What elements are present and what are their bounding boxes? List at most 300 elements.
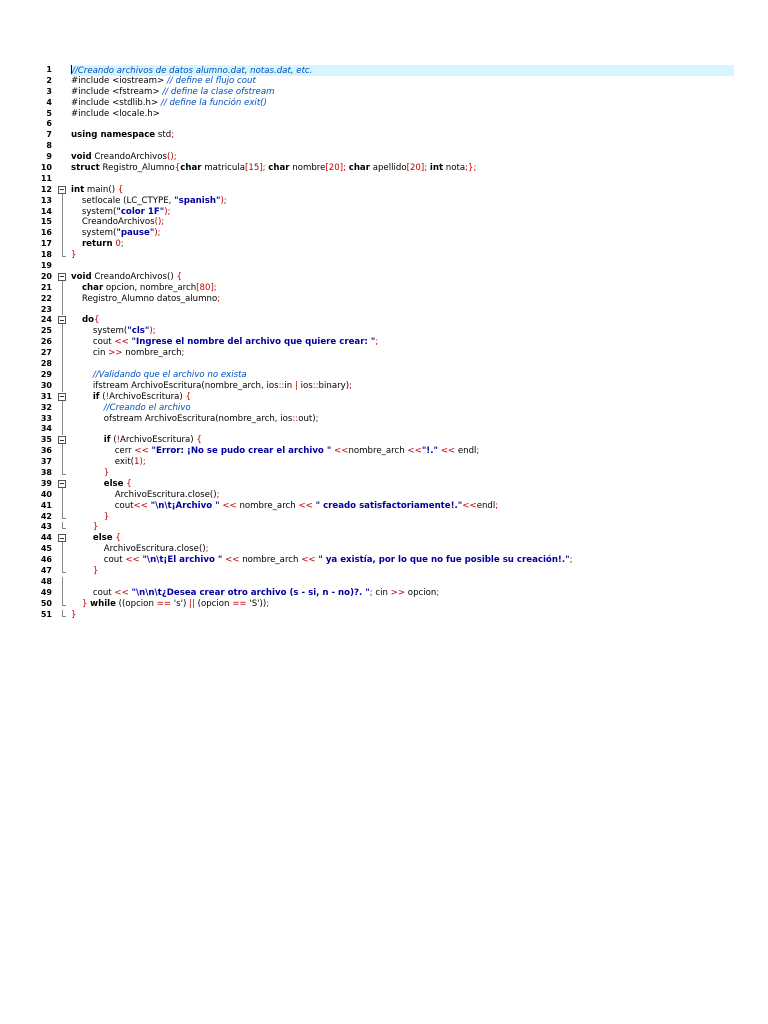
line-gutter <box>34 228 70 239</box>
code-token: ); <box>164 206 171 217</box>
code-token <box>71 403 104 413</box>
code-token: "\n\t¡El archivo " <box>142 555 223 566</box>
code-token: { <box>185 391 191 402</box>
code-token: ; <box>476 446 480 457</box>
code-token: ; <box>315 413 319 424</box>
code-token: system( <box>71 228 117 239</box>
code-token: } <box>71 250 77 261</box>
code-token: { <box>174 163 181 174</box>
code-token: ; <box>436 587 440 598</box>
code-token: ; <box>495 500 499 511</box>
code-line[interactable] <box>34 577 734 588</box>
code-token: 1 <box>134 457 140 468</box>
code-line[interactable] <box>34 87 734 98</box>
code-line[interactable] <box>34 501 734 512</box>
line-gutter <box>34 435 70 446</box>
code-text <box>71 403 191 414</box>
code-token: { <box>94 315 100 326</box>
code-text <box>71 533 121 544</box>
line-gutter <box>34 490 70 501</box>
code-token <box>71 239 82 249</box>
line-number: 46 <box>40 555 52 565</box>
code-token: ofstream ArchivoEscritura(nombre_arch, ios <box>71 413 293 424</box>
code-token: nombre <box>289 163 326 174</box>
code-token: ; <box>349 380 352 391</box>
code-token: << <box>334 446 349 457</box>
code-token: | <box>294 380 298 391</box>
code-token: else <box>103 478 124 489</box>
code-token: [ <box>245 163 249 174</box>
code-line[interactable] <box>34 359 734 370</box>
line-number: 2 <box>46 75 52 85</box>
code-line[interactable] <box>34 555 734 566</box>
code-listing <box>34 65 734 620</box>
code-token: return <box>81 239 113 250</box>
code-token: ArchivoEscritura.close() <box>71 489 217 500</box>
code-token: exit( <box>71 457 135 468</box>
code-line[interactable] <box>34 533 734 544</box>
fold-guide-icon <box>62 446 63 457</box>
code-token: :: <box>278 380 285 391</box>
fold-guide-icon <box>62 381 63 392</box>
code-token: ); <box>154 228 161 239</box>
line-number: 28 <box>40 359 52 369</box>
fold-guide-icon <box>62 228 63 239</box>
line-number: 37 <box>40 457 52 467</box>
fold-collapse-icon[interactable] <box>58 393 66 401</box>
code-token: " creado satisfactoriamente!." <box>315 500 463 511</box>
fold-guide-icon <box>62 588 63 599</box>
code-token: } <box>81 598 88 609</box>
code-token <box>71 522 93 532</box>
code-line[interactable] <box>34 228 734 239</box>
line-number: 9 <box>46 152 52 162</box>
fold-collapse-icon[interactable] <box>58 186 66 194</box>
code-token: (opcion <box>194 598 233 609</box>
code-token: nombre_arch <box>236 500 299 511</box>
code-token: CreandoArchivos <box>71 217 155 228</box>
code-token: // define la clase ofstream <box>162 86 275 97</box>
code-line[interactable] <box>34 588 734 599</box>
code-text <box>71 370 247 381</box>
code-text <box>71 490 219 501</box>
line-gutter <box>34 501 70 512</box>
fold-collapse-icon[interactable] <box>58 316 66 324</box>
fold-guide-icon <box>62 326 63 337</box>
line-gutter <box>34 196 70 207</box>
code-token: "\n\n\t¿Desea crear otro archivo (s - si, n - no)?. " <box>131 587 370 598</box>
code-line[interactable] <box>34 152 734 163</box>
code-token: >> <box>108 348 123 359</box>
code-token: || <box>189 598 195 609</box>
fold-end-icon <box>62 616 66 617</box>
code-token <box>71 599 82 609</box>
code-line[interactable] <box>34 392 734 403</box>
code-token: system( <box>71 206 117 217</box>
code-text <box>71 544 209 555</box>
code-text <box>71 501 498 512</box>
code-token: cout <box>71 337 115 348</box>
code-token: apellido <box>369 163 407 174</box>
code-line[interactable] <box>34 414 734 425</box>
code-token: ); <box>139 457 146 468</box>
fold-end-icon <box>62 256 66 257</box>
code-token: [ <box>325 163 329 174</box>
code-token: #include <locale.h> <box>71 108 160 119</box>
code-token: endl <box>455 446 477 457</box>
line-gutter <box>34 446 70 457</box>
code-token: << <box>125 555 140 566</box>
code-text <box>71 479 132 490</box>
code-text <box>71 217 164 228</box>
code-token: ; <box>375 337 379 348</box>
code-token: if <box>92 391 100 402</box>
code-token: system( <box>71 326 128 337</box>
fold-guide-icon <box>62 424 63 435</box>
code-text <box>71 599 269 610</box>
line-number: 26 <box>40 337 52 347</box>
line-gutter <box>34 250 70 261</box>
code-token: #include <stdlib.h> <box>71 97 161 108</box>
code-line[interactable] <box>34 315 734 326</box>
code-line[interactable] <box>34 446 734 457</box>
line-gutter <box>34 294 70 305</box>
code-token: void <box>71 271 92 282</box>
code-line[interactable] <box>34 599 734 610</box>
code-token: } <box>103 467 110 478</box>
code-token: 'S')) <box>246 598 267 609</box>
code-token: (); <box>167 152 177 163</box>
code-token: << <box>225 555 240 566</box>
code-token: :: <box>312 380 319 391</box>
line-number: 10 <box>40 163 52 173</box>
code-line[interactable] <box>34 544 734 555</box>
code-token: nombre_arch <box>348 446 408 457</box>
code-text <box>71 250 76 261</box>
code-token: ; <box>205 544 209 555</box>
line-number: 4 <box>46 97 52 107</box>
code-token: ((opcion <box>115 598 157 609</box>
code-token: == <box>156 598 172 609</box>
line-gutter <box>34 544 70 555</box>
code-line[interactable] <box>34 348 734 359</box>
code-token: "\n\t¡Archivo " <box>150 500 220 511</box>
code-line[interactable] <box>34 490 734 501</box>
code-token: "!." <box>421 446 438 457</box>
code-token: ifstream ArchivoEscritura(nombre_arch, ios <box>71 380 279 391</box>
code-token <box>71 370 93 380</box>
code-line[interactable] <box>34 141 734 152</box>
line-number: 11 <box>40 173 52 183</box>
code-text <box>71 315 99 326</box>
fold-guide-icon <box>62 403 63 414</box>
code-line[interactable] <box>34 65 734 76</box>
code-line[interactable] <box>34 76 734 87</box>
fold-collapse-icon[interactable] <box>58 534 66 542</box>
fold-guide-icon <box>62 555 63 566</box>
code-line[interactable] <box>34 109 734 120</box>
line-number: 33 <box>40 413 52 423</box>
code-line[interactable] <box>34 163 734 174</box>
line-number: 35 <box>40 435 52 445</box>
line-number: 31 <box>40 391 52 401</box>
line-gutter <box>34 610 70 621</box>
code-text <box>71 87 274 98</box>
code-line[interactable] <box>34 457 734 468</box>
line-number: 7 <box>46 130 52 140</box>
code-token: << <box>462 500 477 511</box>
code-line[interactable] <box>34 294 734 305</box>
fold-guide-icon <box>62 348 63 359</box>
code-token: ios <box>297 380 313 391</box>
line-number: 42 <box>40 511 52 521</box>
line-number: 40 <box>40 489 52 499</box>
code-line[interactable] <box>34 185 734 196</box>
line-gutter <box>34 217 70 228</box>
line-gutter <box>34 76 70 87</box>
code-token: char <box>81 282 104 293</box>
line-number: 15 <box>40 217 52 227</box>
code-token <box>71 479 104 489</box>
code-token: CreandoArchivos() <box>91 271 177 282</box>
code-token: struct <box>71 163 100 174</box>
code-token: // define la función exit() <box>160 97 267 108</box>
fold-end-icon <box>62 528 66 529</box>
code-line[interactable] <box>34 207 734 218</box>
line-gutter <box>34 566 70 577</box>
code-line[interactable] <box>34 261 734 272</box>
line-number: 41 <box>40 500 52 510</box>
code-token: } <box>92 522 99 533</box>
code-token: { <box>115 533 121 544</box>
code-token: } <box>71 609 77 620</box>
line-gutter <box>34 588 70 599</box>
code-text <box>71 414 319 425</box>
code-token: } <box>92 565 99 576</box>
code-token: int <box>429 163 444 174</box>
code-token: ( <box>110 435 117 446</box>
fold-guide-icon <box>62 239 63 250</box>
code-token: "Ingrese el nombre del archivo que quiere crear: " <box>131 337 376 348</box>
code-token: ; <box>369 587 373 598</box>
code-token: main() <box>84 184 118 195</box>
code-line[interactable] <box>34 272 734 283</box>
code-token: char <box>180 163 202 174</box>
code-token: ( <box>99 391 106 402</box>
code-token: ; <box>266 598 270 609</box>
code-token <box>71 283 82 293</box>
fold-guide-icon <box>62 196 63 207</box>
line-gutter <box>34 141 70 152</box>
code-text <box>71 446 479 457</box>
line-number: 12 <box>40 184 52 194</box>
code-line[interactable] <box>34 370 734 381</box>
line-gutter <box>34 207 70 218</box>
line-gutter <box>34 185 70 196</box>
code-line[interactable] <box>34 130 734 141</box>
line-gutter <box>34 577 70 588</box>
fold-guide-icon <box>62 217 63 228</box>
code-token: while <box>90 598 116 609</box>
line-number: 34 <box>40 424 52 434</box>
code-text <box>71 196 227 207</box>
code-token: << <box>440 446 456 457</box>
fold-guide-icon <box>62 305 63 316</box>
code-line[interactable] <box>34 305 734 316</box>
code-text <box>71 337 378 348</box>
code-token: Registro_Alumno <box>99 163 175 174</box>
code-token: << <box>298 500 313 511</box>
code-line[interactable] <box>34 250 734 261</box>
line-gutter <box>34 392 70 403</box>
code-token: Registro_Alumno datos_alumno <box>71 293 218 304</box>
fold-collapse-icon[interactable] <box>58 436 66 444</box>
code-token: //Creando archivos de datos alumno.dat, notas.dat, etc. <box>72 66 313 76</box>
code-text <box>71 435 202 446</box>
line-gutter <box>34 326 70 337</box>
code-line[interactable] <box>34 403 734 414</box>
code-line[interactable] <box>34 512 734 523</box>
line-number: 36 <box>40 446 52 456</box>
code-token: (); <box>154 217 165 228</box>
line-number: 27 <box>40 348 52 358</box>
line-gutter <box>34 359 70 370</box>
code-line[interactable] <box>34 196 734 207</box>
code-token: << <box>222 500 237 511</box>
fold-end-icon <box>62 474 66 475</box>
line-gutter <box>34 348 70 359</box>
line-number: 24 <box>40 315 52 325</box>
line-number: 5 <box>46 108 52 118</box>
code-line[interactable] <box>34 217 734 228</box>
code-token: nota <box>443 163 466 174</box>
line-number: 17 <box>40 239 52 249</box>
code-token: ); <box>149 326 156 337</box>
code-token: ; <box>216 489 220 500</box>
code-token <box>71 392 93 402</box>
code-text <box>71 381 352 392</box>
code-token: binary) <box>318 380 350 391</box>
code-token: in <box>284 380 295 391</box>
code-line[interactable] <box>34 283 734 294</box>
code-token: 20 <box>328 163 340 174</box>
fold-collapse-icon[interactable] <box>58 273 66 281</box>
code-token: ; <box>120 239 124 250</box>
fold-collapse-icon[interactable] <box>58 480 66 488</box>
code-line[interactable] <box>34 424 734 435</box>
code-token: ; <box>171 130 175 141</box>
code-text <box>71 348 184 359</box>
code-token: endl <box>476 500 496 511</box>
line-gutter <box>34 152 70 163</box>
line-number: 6 <box>46 119 52 129</box>
line-number: 29 <box>40 369 52 379</box>
code-token: 's') <box>171 598 190 609</box>
line-number: 1 <box>46 65 52 74</box>
fold-guide-icon <box>62 501 63 512</box>
code-text <box>71 555 573 566</box>
code-token: << <box>407 446 422 457</box>
code-line[interactable] <box>34 522 734 533</box>
line-number: 14 <box>40 206 52 216</box>
code-token: opcion, nombre_arch <box>103 282 197 293</box>
code-token <box>71 566 93 576</box>
code-text <box>71 457 146 468</box>
line-gutter <box>34 533 70 544</box>
code-text <box>71 152 177 163</box>
line-number: 38 <box>40 467 52 477</box>
line-number: 23 <box>40 304 52 314</box>
code-line[interactable] <box>34 239 734 250</box>
code-token: void <box>71 152 92 163</box>
code-token: ]; <box>420 163 428 174</box>
code-token: CreandoArchivos <box>91 152 168 163</box>
code-token: ; <box>217 293 221 304</box>
line-gutter <box>34 305 70 316</box>
line-number: 30 <box>40 380 52 390</box>
code-text <box>71 98 267 109</box>
code-text <box>71 588 439 599</box>
fold-guide-icon <box>62 490 63 501</box>
fold-guide-icon <box>62 337 63 348</box>
line-number: 8 <box>46 141 52 151</box>
line-number: 3 <box>46 86 52 96</box>
code-token: char <box>348 163 370 174</box>
fold-guide-icon <box>62 414 63 425</box>
line-gutter <box>34 414 70 425</box>
code-token: 15 <box>248 163 260 174</box>
code-line[interactable] <box>34 174 734 185</box>
line-gutter <box>34 174 70 185</box>
code-token: char <box>268 163 290 174</box>
code-line[interactable] <box>34 468 734 479</box>
code-token: "pause" <box>116 228 155 239</box>
fold-end-icon <box>62 572 66 573</box>
code-token: //Creando el archivo <box>103 402 191 413</box>
fold-guide-icon <box>62 577 63 588</box>
code-token: if <box>103 435 111 446</box>
code-token: #include <iostream> <box>71 75 167 86</box>
code-line[interactable] <box>34 98 734 109</box>
line-gutter <box>34 337 70 348</box>
line-gutter <box>34 522 70 533</box>
code-text <box>71 76 256 87</box>
code-token <box>71 315 82 325</box>
code-token: matricula <box>201 163 245 174</box>
code-token: ArchivoEscritura.close() <box>71 544 206 555</box>
line-number: 49 <box>40 587 52 597</box>
code-line[interactable] <box>34 435 734 446</box>
code-token: << <box>114 337 129 348</box>
code-token: cin <box>71 348 109 359</box>
code-token: cout <box>71 500 134 511</box>
code-line[interactable] <box>34 610 734 621</box>
code-text <box>71 566 98 577</box>
code-text <box>71 522 98 533</box>
code-line[interactable] <box>34 566 734 577</box>
code-line[interactable] <box>34 326 734 337</box>
line-gutter <box>34 381 70 392</box>
code-token: ); <box>220 195 227 206</box>
code-token: opcion <box>405 587 437 598</box>
code-token: << <box>133 500 148 511</box>
code-token <box>71 435 104 445</box>
code-line[interactable] <box>34 479 734 490</box>
code-line[interactable] <box>34 337 734 348</box>
code-text <box>71 163 476 174</box>
code-line[interactable] <box>34 381 734 392</box>
code-line[interactable] <box>34 119 734 130</box>
